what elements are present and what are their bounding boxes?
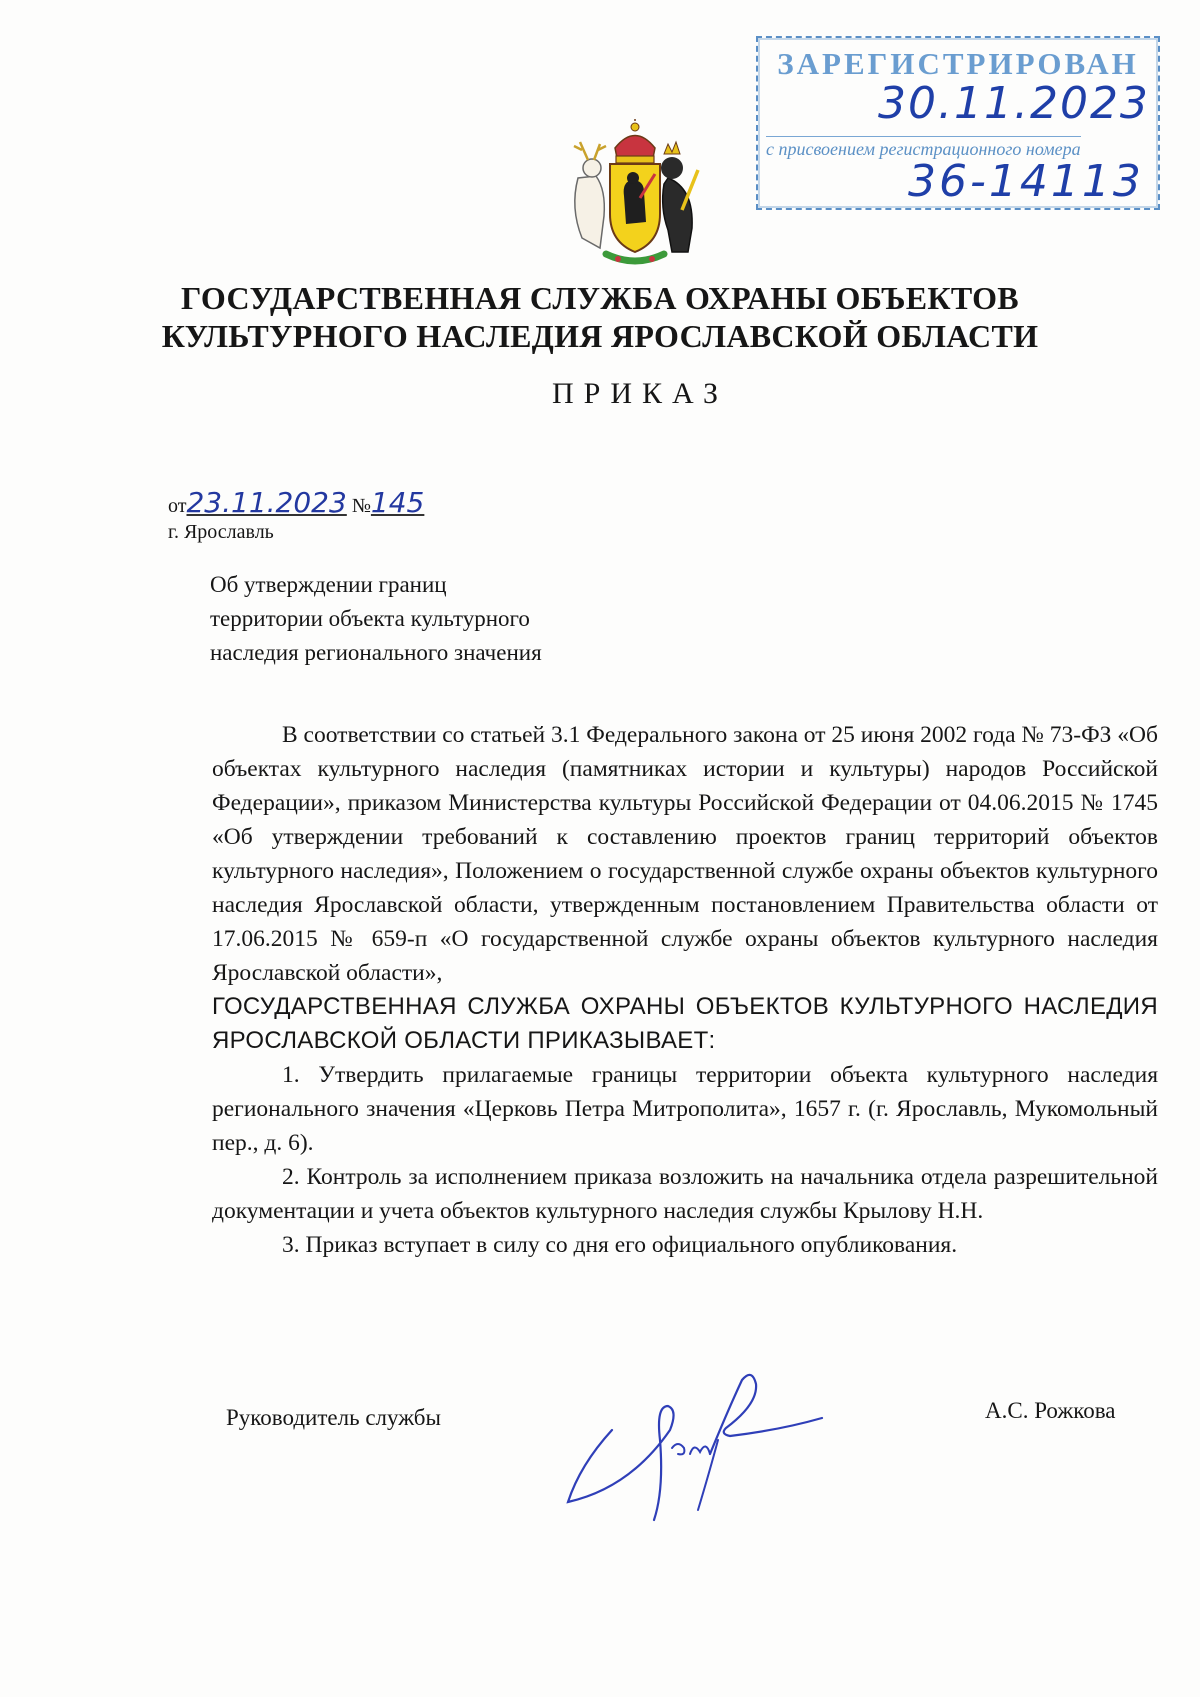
order-item: 3. Приказ вступает в силу со дня его официального опубликования. <box>282 1232 958 1258</box>
coat-of-arms-icon <box>560 118 710 266</box>
city: г. Ярославль <box>168 521 274 543</box>
from-label: от <box>168 495 187 517</box>
order-body <box>212 718 1158 1262</box>
subject-line: наследия регионального значения <box>210 640 542 665</box>
shield-icon <box>610 164 660 252</box>
crown-icon <box>615 119 655 163</box>
subject-line: Об утверждении границ <box>210 572 447 597</box>
handwritten-order-date: 23.11.2023 <box>186 486 347 519</box>
stamp-handwritten-number: 36-14113 <box>908 156 1144 207</box>
bear-supporter-icon <box>661 142 698 252</box>
preamble-paragraph: В соответствии со статьей 3.1 Федерального закона от 25 июня 2002 года № 73-ФЗ «Об объектах культурного наследия (памятниках истории и культуры) народов Российской Федерации», приказом Министерства культуры Российской Федерации от 04.06.2015 № 1745 «Об утверждении требований к составлению проектов границ территорий объектов культурного наследия», Положением о государственной службе охраны объектов культурного наследия Ярославской области, утвержденным постановлением Правительства области от 17.06.2015 № 659-п «О государственной службе охраны объектов культурного наследия Ярославской области», <box>212 722 1158 986</box>
agency-title-line-1: ГОСУДАРСТВЕННАЯ СЛУЖБА ОХРАНЫ ОБЪЕКТОВ <box>181 280 1019 316</box>
date-number-line <box>168 486 424 519</box>
subject-line: территории объекта культурного <box>210 606 530 631</box>
stamp-handwritten-date: 30.11.2023 <box>878 78 1150 129</box>
stamp-title: ЗАРЕГИСТРИРОВАН <box>777 46 1139 81</box>
registration-stamp <box>756 36 1160 210</box>
document-type: ПРИКАЗ <box>552 377 728 410</box>
order-subject <box>210 568 542 670</box>
directive-paragraph: ГОСУДАРСТВЕННАЯ СЛУЖБА ОХРАНЫ ОБЪЕКТОВ КУЛЬТУРНОГО НАСЛЕДИЯ ЯРОСЛАВСКОЙ ОБЛАСТИ ПРИКАЗЫВАЕТ: <box>212 993 1158 1054</box>
order-item: 1. Утвердить прилагаемые границы территории объекта культурного наследия регионального значения «Церковь Петра Митрополита», 1657 г. (г. Ярославль, Мукомольный пер., д. 6). <box>212 1062 1158 1156</box>
stamp-subtitle: с присвоением регистрационного номера <box>766 136 1081 160</box>
handwritten-order-number: 145 <box>370 486 425 519</box>
laurel-wreath-icon <box>606 254 664 262</box>
agency-title-line-2: КУЛЬТУРНОГО НАСЛЕДИЯ ЯРОСЛАВСКОЙ ОБЛАСТИ <box>161 318 1039 354</box>
order-item: 2. Контроль за исполнением приказа возложить на начальника отдела разрешительной документации и учета объектов культурного наследия службы Крылову Н.Н. <box>212 1164 1158 1224</box>
signatory-name: А.С. Рожкова <box>985 1398 1116 1423</box>
deer-supporter-icon <box>574 142 606 248</box>
number-label: № <box>351 495 371 517</box>
signatory-role: Руководитель службы <box>226 1405 441 1430</box>
handwritten-signature <box>560 1370 830 1525</box>
